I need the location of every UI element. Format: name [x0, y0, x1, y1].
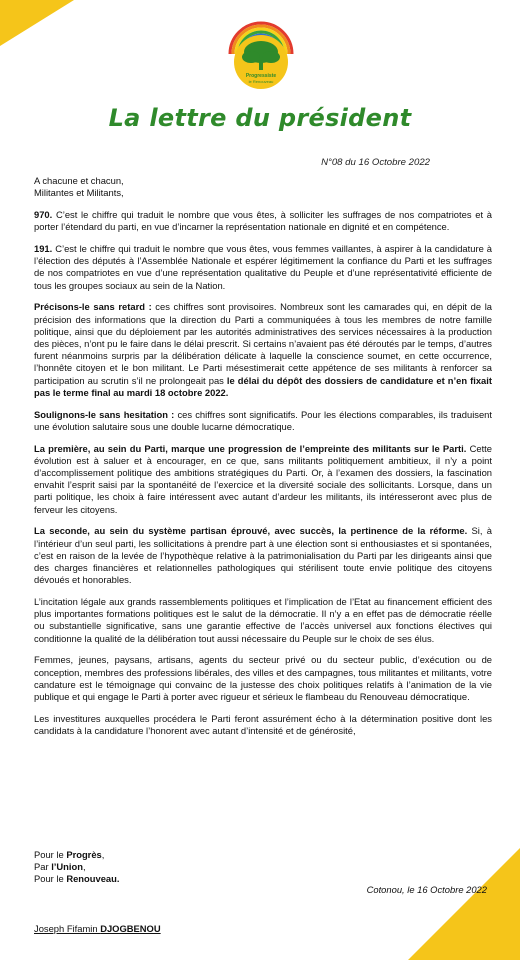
closing-line-renouveau — [34, 873, 119, 885]
bold-191: 191. — [34, 243, 53, 254]
paragraph-investitures: Les investitures auxquelles procédera le Parti feront assurément écho à la détermination positive dont les candidats à la candidature l’honorent avec autant d’intensité et de générosité, — [34, 712, 492, 737]
closing-bold-progres: Progrès — [66, 849, 102, 860]
tree-rainbow-logo-icon — [216, 14, 306, 90]
text-970: C’est le chiffre qui traduit le nombre que vous êtes, à solliciter les suffrages de nos compatriotes et à porter l’étendard du parti, en vue d’incarner la représentation nationale en dignité et en compétence. — [34, 209, 492, 233]
bold-seconde: La seconde, au sein du système partisan éprouvé, avec succès, la pertinence de la réforme. — [34, 525, 468, 537]
salutation — [34, 175, 492, 199]
signature-last-name: DJOGBENOU — [100, 923, 161, 934]
bold-premiere: La première, au sein du Parti, marque une progression de l’empreinte des militants sur le Parti. — [34, 442, 467, 454]
salutation-line-1: A chacune et chacun, — [34, 175, 124, 186]
salutation-line-2: Militantes et Militants, — [34, 187, 124, 199]
issue-number-date: N°08 du 16 Octobre 2022 — [321, 157, 430, 168]
closing-bold-union: l’Union — [51, 861, 83, 873]
closing-prefix: Pour le — [34, 873, 67, 885]
closing-prefix: Pour le — [34, 849, 67, 860]
paragraph-soulignons — [34, 409, 492, 433]
signature-first-names: Joseph Fifamin — [34, 923, 101, 934]
text-191: C’est le chiffre qui traduit le nombre que vous êtes, vous femmes vaillantes, à aspirer à la candidature à l’élection des députés à l’Assemblée Nationale et espérer légitimement la confiance du Parti et les suffrages de nos compatriotes en vue d’une représentation qualitative du Peuple et d’une représentativité efficiente de tous les groupes sociaux au sein de la Nation. — [34, 243, 492, 291]
logo-text-2: le Renouveau — [248, 79, 274, 84]
text-soulignons: ces chiffres sont significatifs. Pour les élections comparables, ils traduisent une évolution salutaire sous une double lucarne démocratique. — [34, 408, 493, 432]
paragraph-seconde — [34, 525, 492, 586]
letter-body — [34, 175, 492, 747]
paragraph-femmes: Femmes, jeunes, paysans, artisans, agents du secteur privé ou du secteur public, d’exécution ou de conception, membres des professions libérales, des villes et des campagnes, tous militantes et militants, votre candature est le témoignage qui convainc de la justesse des choix politiques relatifs à l’animation de la vie publique et qui engage le Parti à porter avec rigueur et sérieux le flambeau du Renouveau démocratique. — [34, 654, 492, 703]
text-precisons: ces chiffres sont provisoires. Nombreux sont les camarades qui, en dépit de la précision des informations que la direction du Parti a communiquées à tous les membres de notre famille politique, ainsi que du déploiement par les autorités administratives des services nécessaires à la production des pièces, n’ont pu le faire dans le délai prescrit. Si certains n’avaient pas été déroutés par le temps, d’autres furent néanmoins surpris par la délibération délicate à laquelle la conscience soumet, en cette occurrence, l’honnête citoyen et le bon militant. Le Parti mésestimerait cette appétence de ses militants à renforcer sa participation au scrutin s’il ne prolongeait pas — [34, 301, 492, 386]
paragraph-incitation: L’incitation légale aux grands rassemblements politiques et l’implication de l’Etat au financement efficient des plus importantes formations politiques est le salut de la démocratie. Il n’y a en effet pas de démocratie réelle ou substantielle significative, sans une garantie effective de l’accès universel aux fonctions électives qui conditionne la qualité de la délibération tout aussi nécessaire du Peuple sur le choix de ses élus. — [34, 596, 492, 644]
letter-title: La lettre du président — [108, 104, 412, 132]
closing-lines — [34, 849, 119, 886]
paragraph-970 — [34, 209, 492, 233]
paragraph-191 — [34, 243, 492, 292]
bold-deadline: le délai du dépôt des dossiers de candidature et n’en fixait pas le terme final au mardi 18 octobre 2022. — [34, 374, 492, 398]
text-seconde: Si, à l’intérieur d’un seul parti, les sollicitations à prendre part à une élection sont si enthousiastes et si spontanées, c’est en raison de la levée de l’hypothèque relative à la patrimonialisation du Parti par les dirigeants ainsi que des charges financières et relationnelles pathologiques qui stérilisent toute envie politique des citoyens dévoués et honorables. — [34, 525, 493, 586]
closing-suffix: , — [101, 849, 105, 860]
place-and-date: Cotonou, le 16 Octobre 2022 — [366, 884, 487, 895]
decorative-corner-bottom-right — [408, 848, 520, 960]
bold-970: 970. — [34, 209, 53, 220]
decorative-corner-top-left — [0, 0, 74, 46]
paragraph-premiere — [34, 443, 492, 516]
bold-soulignons: Soulignons-le sans hesitation : — [34, 408, 175, 420]
closing-prefix: Par — [34, 861, 52, 873]
closing-line-progres — [34, 849, 119, 861]
closing-suffix: , — [82, 861, 86, 873]
closing-bold-renouveau: Renouveau. — [66, 873, 120, 885]
closing-line-union — [34, 861, 119, 873]
text-premiere: Cette évolution est à saluer et à encourager, en ce que, sans militants politiquement ambitieux, il n’y a point d’accomplissement politique des ambitions stratégiques du Parti. Or, à l’examen des dossiers, la fascination envahit l’esprit saisi par la spontanéité de l’exercice et la diversité sociale des sollicitants. Lorsque, dans un parti politique, les choix à faire intéressent avec autant d’ardeur les militants, ils intéresseront avec plus de ferveur les citoyens. — [34, 442, 492, 515]
signature-name — [34, 923, 161, 934]
bold-precisons: Précisons-le sans retard : — [34, 301, 152, 313]
logo-text-1: Progressiste — [245, 73, 277, 79]
paragraph-precisons — [34, 301, 492, 399]
